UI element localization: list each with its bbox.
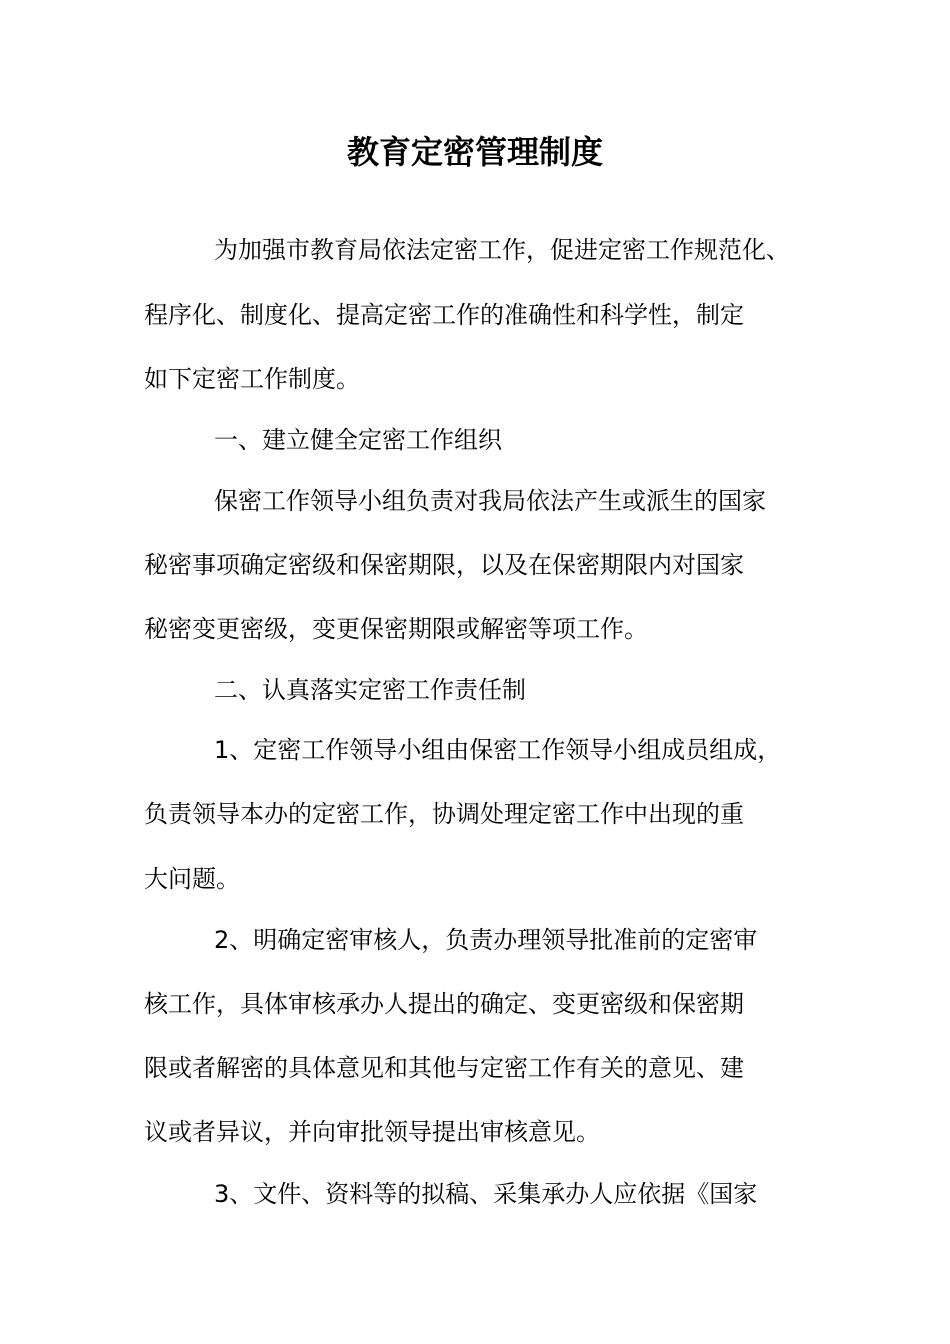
paragraph-line: 2、明确定密审核人，负责办理领导批准前的定密审 bbox=[214, 926, 758, 954]
section-heading: 二、认真落实定密工作责任制 bbox=[214, 676, 526, 704]
paragraph-line: 限或者解密的具体意见和其他与定密工作有关的意见、建 bbox=[144, 1054, 744, 1082]
document-title: 教育定密管理制度 bbox=[346, 133, 603, 171]
paragraph-line: 核工作，具体审核承办人提出的确定、变更密级和保密期 bbox=[144, 990, 744, 1018]
paragraph-line: 大问题。 bbox=[144, 865, 240, 893]
paragraph-line: 保密工作领导小组负责对我局依法产生或派生的国家 bbox=[214, 487, 766, 515]
paragraph-line: 3、文件、资料等的拟稿、采集承办人应依据《国家 bbox=[214, 1180, 758, 1208]
paragraph-line: 秘密变更密级，变更保密期限或解密等项工作。 bbox=[144, 615, 648, 643]
paragraph-line: 负责领导本办的定密工作，协调处理定密工作中出现的重 bbox=[144, 800, 744, 828]
paragraph-line: 秘密事项确定密级和保密期限，以及在保密期限内对国家 bbox=[144, 551, 744, 579]
paragraph-line: 议或者异议，并向审批领导提出审核意见。 bbox=[144, 1118, 600, 1146]
paragraph-line: 程序化、制度化、提高定密工作的准确性和科学性，制定 bbox=[144, 301, 744, 329]
section-heading: 一、建立健全定密工作组织 bbox=[214, 426, 502, 454]
paragraph-line: 为加强市教育局依法定密工作，促进定密工作规范化、 bbox=[214, 236, 790, 264]
paragraph-line: 如下定密工作制度。 bbox=[144, 365, 360, 393]
paragraph-line: 1、定密工作领导小组由保密工作领导小组成员组成， bbox=[214, 736, 782, 764]
